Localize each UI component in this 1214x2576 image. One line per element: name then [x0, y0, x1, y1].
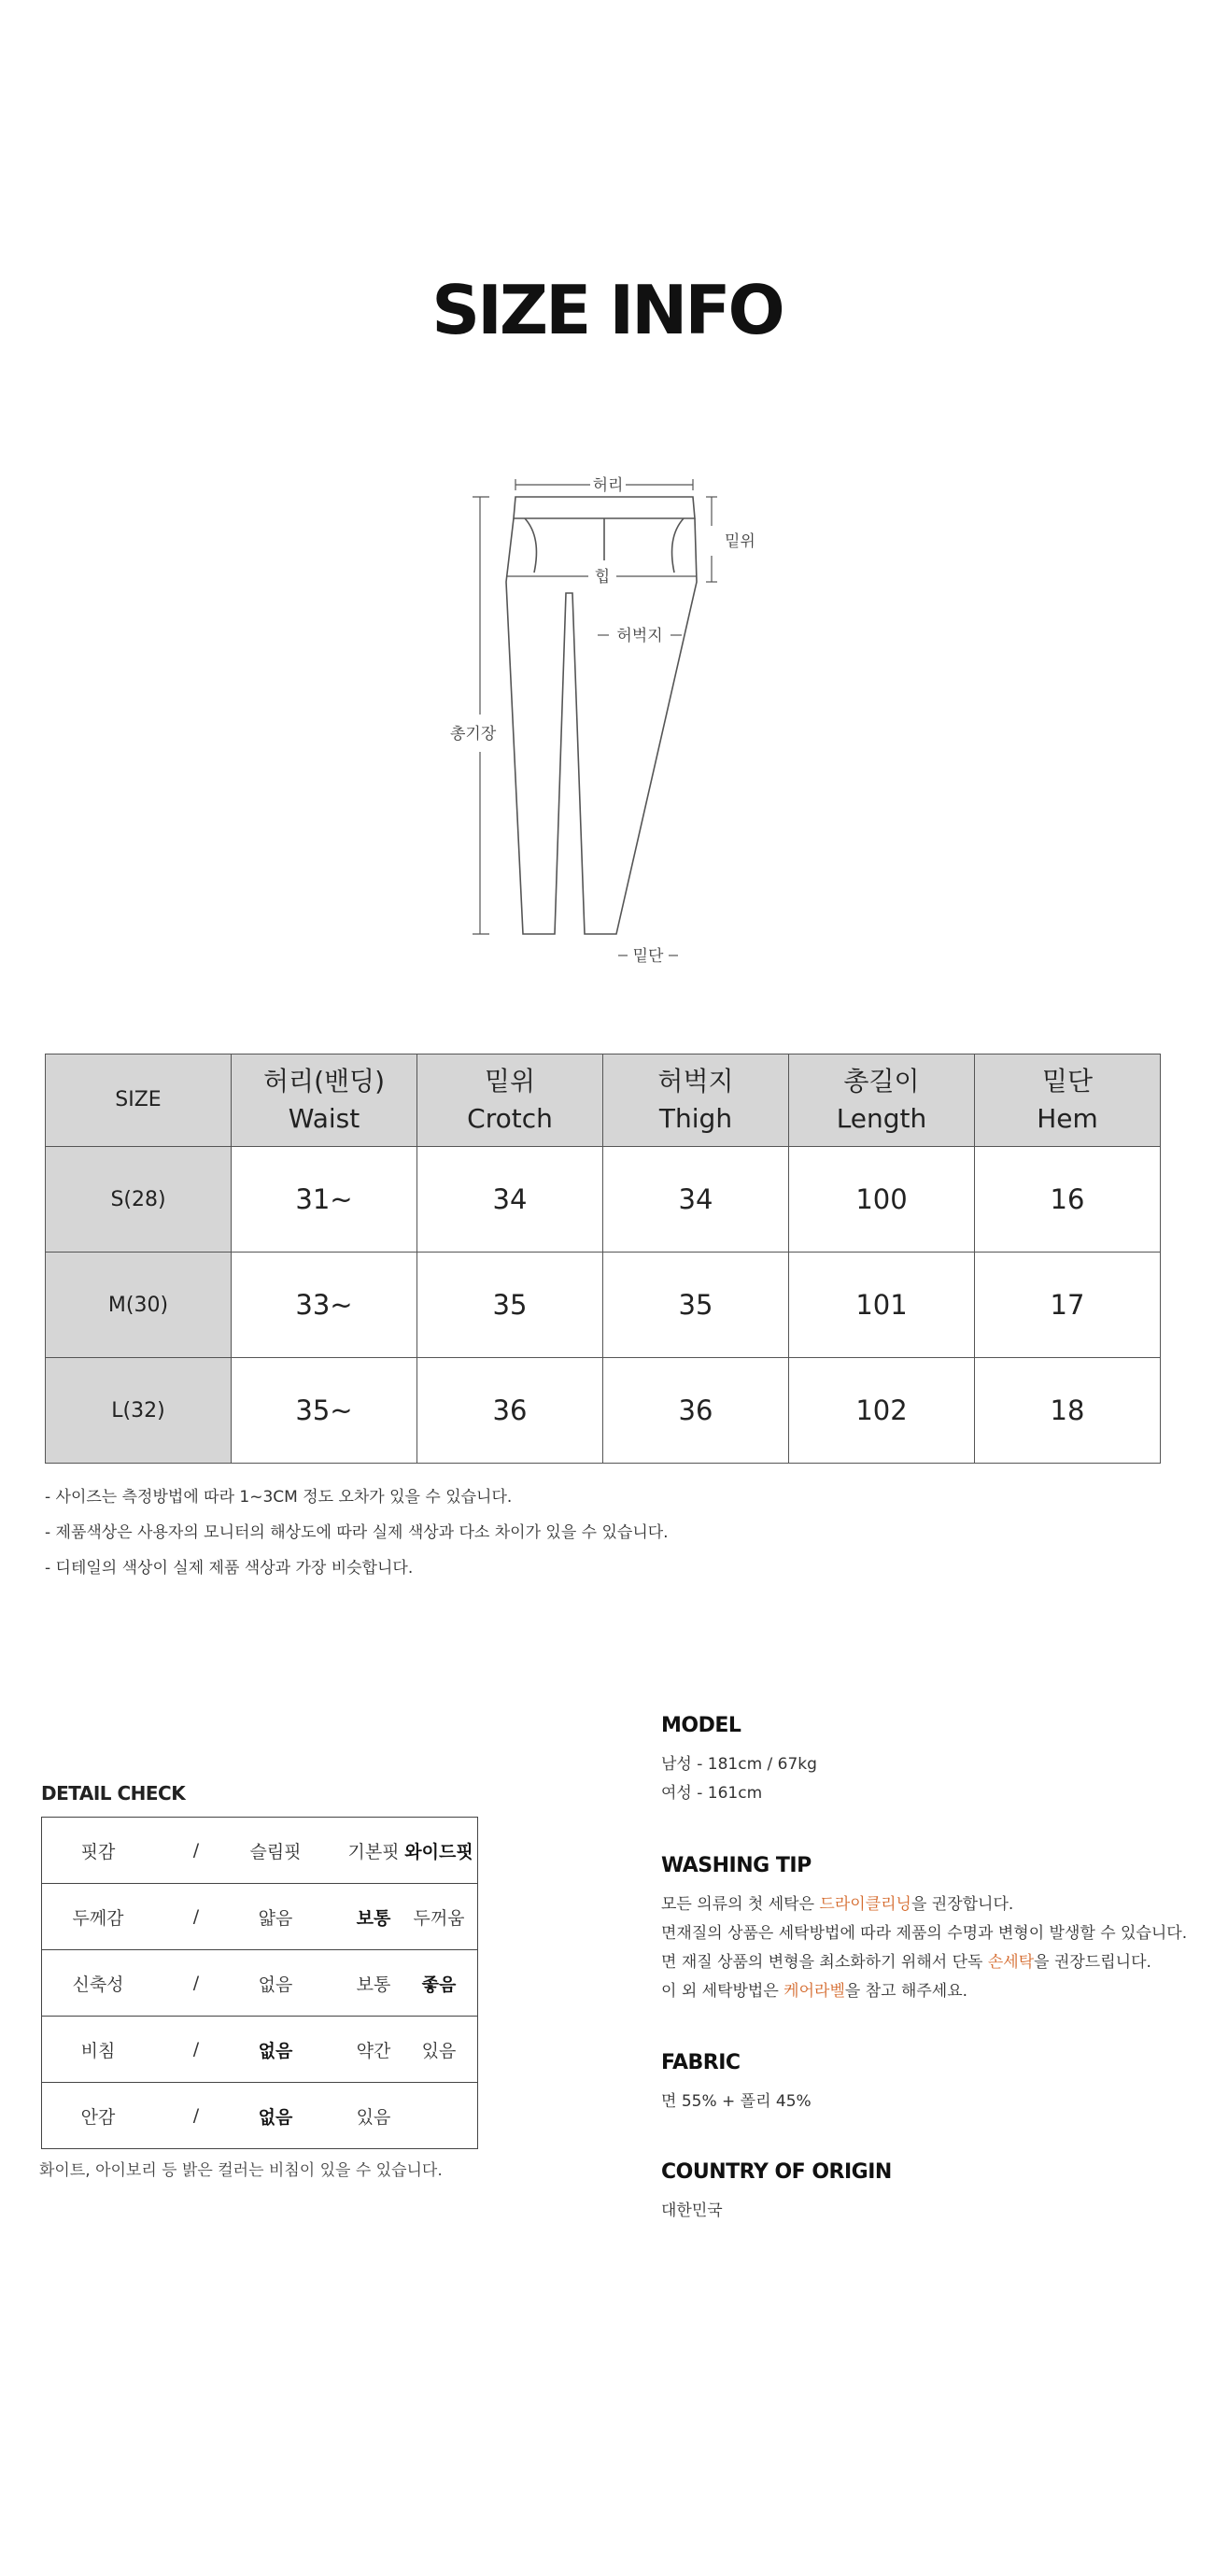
- detail-check-table: [41, 1817, 478, 2149]
- detail-option: 슬림핏: [249, 1841, 302, 1862]
- detail-option-selected: 와이드핏: [404, 1841, 473, 1862]
- thigh-cell: 36: [603, 1358, 789, 1464]
- thigh-cell: 35: [603, 1253, 789, 1358]
- detail-label: 신축성: [72, 1974, 124, 1995]
- length-cell: 101: [789, 1253, 975, 1358]
- detail-label: 핏감: [80, 1841, 116, 1862]
- highlight-text: 드라이클리닝: [819, 1895, 911, 1914]
- separator: /: [192, 2039, 200, 2059]
- detail-option: 있음: [356, 2106, 391, 2128]
- thigh-label: 허벅지: [616, 627, 663, 645]
- model-title: MODEL: [661, 1714, 741, 1737]
- detail-label: 두께감: [72, 1907, 124, 1929]
- size-table-header-row: [46, 1054, 1161, 1147]
- hem-cell: 16: [975, 1147, 1161, 1253]
- table-row: [46, 1358, 1161, 1464]
- detail-option-selected: 없음: [258, 2106, 293, 2128]
- table-row: [46, 1253, 1161, 1358]
- washing-section: [661, 1854, 1203, 2006]
- model-section: [661, 1714, 1203, 1808]
- detail-row-lining: [42, 2083, 477, 2148]
- model-line: 남성 - 181cm / 67kg: [661, 1755, 817, 1774]
- hem-label: 밑단: [632, 947, 664, 966]
- detail-option: 두꺼움: [413, 1907, 465, 1929]
- detail-option-selected: 좋음: [421, 1974, 457, 1995]
- detail-label: 비침: [80, 2040, 116, 2061]
- fabric-title: FABRIC: [661, 2051, 741, 2074]
- waist-label: 허리: [592, 476, 624, 495]
- detail-row-sheerness: [42, 2017, 477, 2083]
- detail-check-title: DETAIL CHECK: [41, 1782, 186, 1805]
- washing-line: 면재질의 상품은 세탁방법에 따라 제품의 수명과 변형이 발생할 수 있습니다.: [661, 1924, 1188, 1943]
- origin-title: COUNTRY OF ORIGIN: [661, 2160, 892, 2184]
- size-header: SIZE: [46, 1054, 232, 1147]
- detail-option: 보통: [356, 1974, 391, 1995]
- detail-row-fit: [42, 1818, 477, 1884]
- size-notes: [45, 1487, 1072, 1593]
- waist-header: 허리(밴딩) Waist: [232, 1054, 417, 1147]
- waist-cell: 33~: [232, 1253, 417, 1358]
- washing-line: 모든 의류의 첫 세탁은 드라이클리닝을 권장합니다.: [661, 1895, 1014, 1914]
- note-line: - 디테일의 색상이 실제 제품 색상과 가장 비슷합니다.: [45, 1559, 414, 1578]
- waist-cell: 35~: [232, 1358, 417, 1464]
- hem-cell: 18: [975, 1358, 1161, 1464]
- length-cell: 100: [789, 1147, 975, 1253]
- page-title: SIZE INFO: [431, 271, 783, 349]
- detail-label: 안감: [80, 2106, 116, 2128]
- washing-line: 면 재질 상품의 변형을 최소화하기 위해서 단독 손세탁을 권장드립니다.: [661, 1953, 1151, 1972]
- detail-option-selected: 보통: [356, 1907, 391, 1929]
- note-line: - 제품색상은 사용자의 모니터의 해상도에 따라 실제 색상과 다소 차이가 있을 수 있습니다.: [45, 1523, 669, 1542]
- highlight-text: 케어라벨: [783, 1982, 845, 2001]
- highlight-text: 손세탁: [987, 1953, 1035, 1972]
- detail-option: 없음: [258, 1974, 293, 1995]
- detail-option: 얇음: [258, 1907, 293, 1929]
- separator: /: [192, 1840, 200, 1861]
- size-cell: S(28): [46, 1147, 232, 1253]
- pants-illustration: [439, 462, 755, 971]
- washing-title: WASHING TIP: [661, 1854, 812, 1877]
- crotch-label: 밑위: [725, 532, 755, 551]
- crotch-cell: 35: [417, 1253, 603, 1358]
- length-cell: 102: [789, 1358, 975, 1464]
- fabric-text: 면 55% + 폴리 45%: [661, 2092, 812, 2111]
- detail-check-note: 화이트, 아이보리 등 밝은 컬러는 비침이 있을 수 있습니다.: [39, 2161, 443, 2180]
- note-line: - 사이즈는 측정방법에 따라 1~3CM 정도 오차가 있을 수 있습니다.: [45, 1488, 513, 1507]
- detail-option: 있음: [421, 2040, 457, 2061]
- separator: /: [192, 1906, 200, 1927]
- total-length-label: 총기장: [450, 725, 497, 743]
- length-header: 총길이 Length: [789, 1054, 975, 1147]
- origin-section: [661, 2160, 1203, 2226]
- hem-header: 밑단 Hem: [975, 1054, 1161, 1147]
- model-line: 여성 - 161cm: [661, 1784, 763, 1803]
- crotch-cell: 36: [417, 1358, 603, 1464]
- hem-cell: 17: [975, 1253, 1161, 1358]
- detail-option: 약간: [356, 2040, 391, 2061]
- crotch-cell: 34: [417, 1147, 603, 1253]
- separator: /: [192, 1973, 200, 1993]
- separator: /: [192, 2105, 200, 2126]
- hip-label: 힙: [594, 568, 611, 587]
- table-row: [46, 1147, 1161, 1253]
- origin-text: 대한민국: [661, 2201, 723, 2220]
- size-table: [45, 1054, 1161, 1464]
- pants-size-diagram: [439, 462, 755, 971]
- detail-row-thickness: [42, 1884, 477, 1950]
- washing-line: 이 외 세탁방법은 케어라벨을 참고 해주세요.: [661, 1982, 968, 2001]
- detail-option: 기본핏: [347, 1841, 400, 1862]
- thigh-cell: 34: [603, 1147, 789, 1253]
- waist-cell: 31~: [232, 1147, 417, 1253]
- size-cell: M(30): [46, 1253, 232, 1358]
- detail-row-stretch: [42, 1950, 477, 2017]
- crotch-header: 밑위 Crotch: [417, 1054, 603, 1147]
- thigh-header: 허벅지 Thigh: [603, 1054, 789, 1147]
- fabric-section: [661, 2051, 1203, 2116]
- detail-option-selected: 없음: [258, 2040, 293, 2061]
- size-cell: L(32): [46, 1358, 232, 1464]
